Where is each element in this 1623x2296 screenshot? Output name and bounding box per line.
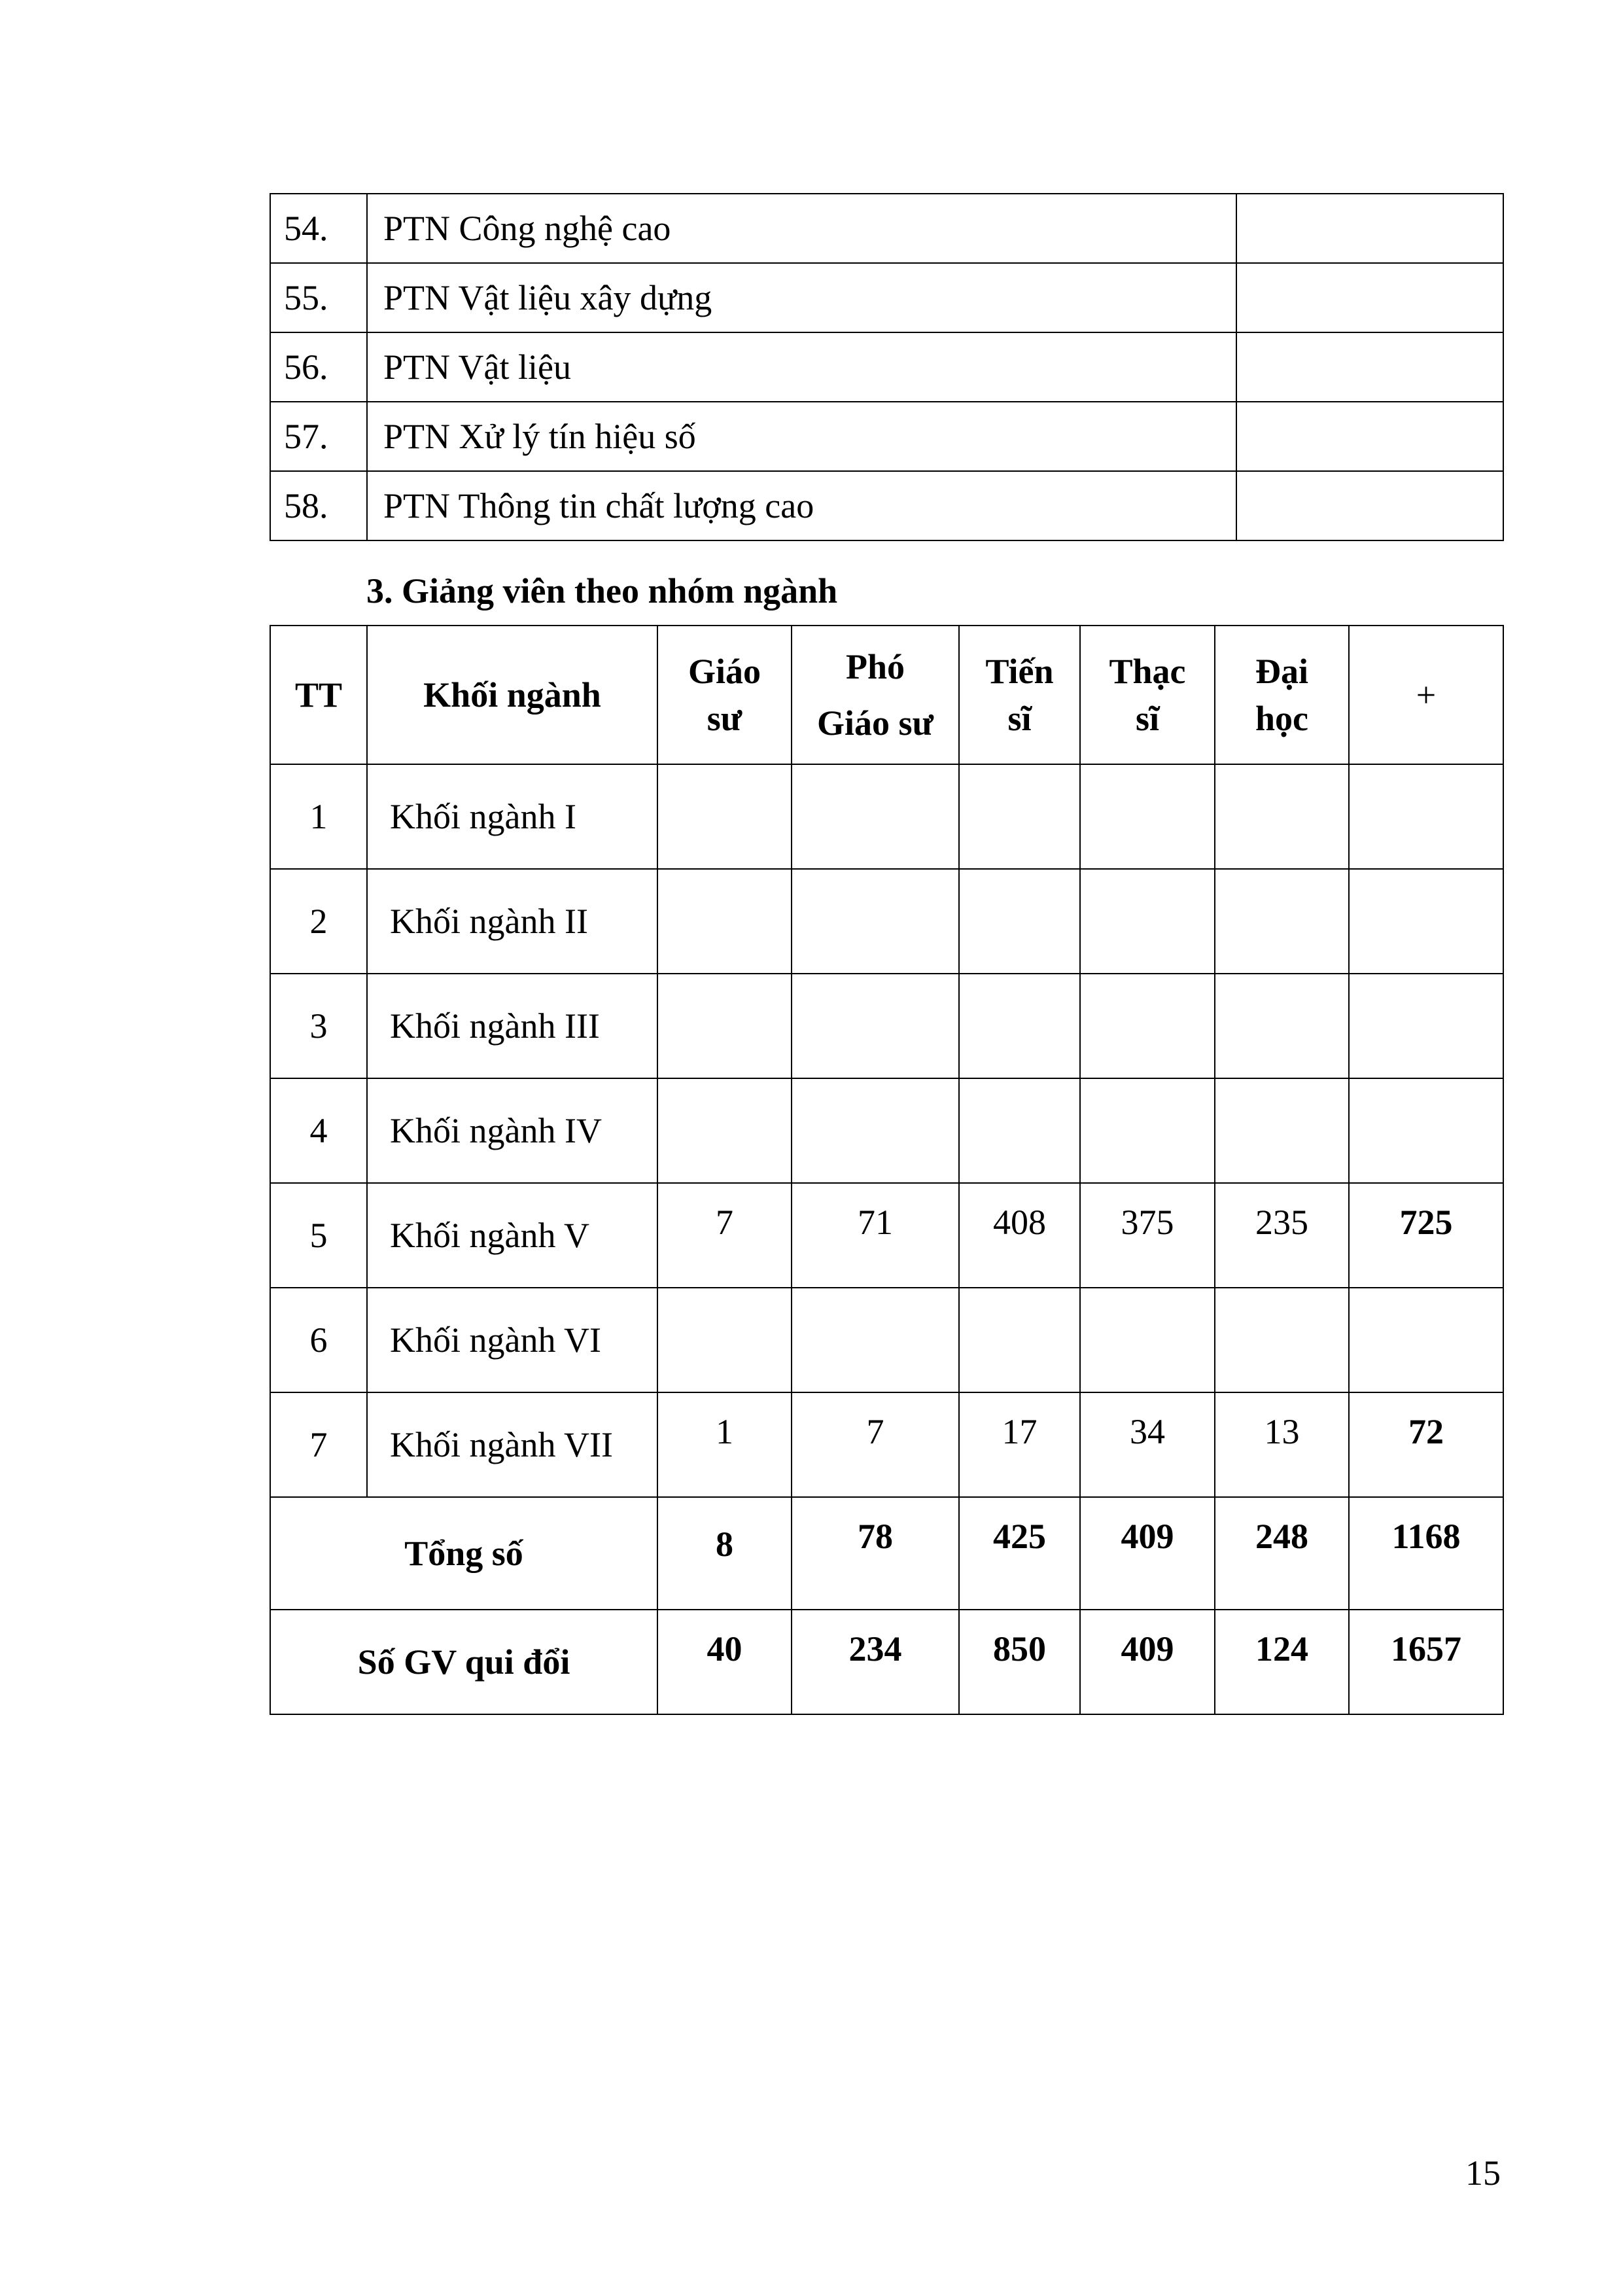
header-master: Thạc sĩ xyxy=(1080,626,1215,764)
row-professor xyxy=(657,1288,792,1392)
row-group-name: Khối ngành V xyxy=(367,1183,657,1288)
row-professor xyxy=(657,869,792,974)
row-group-name: Khối ngành IV xyxy=(367,1078,657,1183)
row-index: 5 xyxy=(270,1183,367,1288)
lab-extra-cell xyxy=(1236,471,1503,540)
lecturer-row xyxy=(270,974,1503,1078)
row-associate-professor xyxy=(792,1078,959,1183)
row-total xyxy=(1349,764,1503,869)
row-total: 72 xyxy=(1349,1392,1503,1497)
converted-row-label: Số GV qui đổi xyxy=(270,1610,657,1714)
sum-total: 1168 xyxy=(1349,1497,1503,1610)
header-associate-professor: Phó Giáo sư xyxy=(792,626,959,764)
lab-row xyxy=(270,332,1503,402)
converted-bachelor: 124 xyxy=(1215,1610,1349,1714)
row-total xyxy=(1349,1288,1503,1392)
row-index: 3 xyxy=(270,974,367,1078)
header-tt: TT xyxy=(270,626,367,764)
header-professor: Giáo sư xyxy=(657,626,792,764)
row-associate-professor xyxy=(792,869,959,974)
row-group-name: Khối ngành VII xyxy=(367,1392,657,1497)
sum-row xyxy=(270,1497,1503,1610)
converted-doctor: 850 xyxy=(959,1610,1080,1714)
row-total: 725 xyxy=(1349,1183,1503,1288)
row-associate-professor xyxy=(792,1288,959,1392)
header-total: + xyxy=(1349,626,1503,764)
lab-extra-cell xyxy=(1236,263,1503,332)
sum-professor: 8 xyxy=(657,1497,792,1610)
converted-professor: 40 xyxy=(657,1610,792,1714)
lab-row xyxy=(270,263,1503,332)
row-professor: 1 xyxy=(657,1392,792,1497)
row-master xyxy=(1080,764,1215,869)
page-number: 15 xyxy=(1465,2153,1501,2193)
row-master xyxy=(1080,1288,1215,1392)
row-bachelor xyxy=(1215,1288,1349,1392)
section-heading: 3. Giảng viên theo nhóm ngành xyxy=(366,571,838,610)
converted-total: 1657 xyxy=(1349,1610,1503,1714)
row-associate-professor: 71 xyxy=(792,1183,959,1288)
lab-list-body xyxy=(270,194,1503,540)
row-bachelor xyxy=(1215,1078,1349,1183)
row-doctor: 17 xyxy=(959,1392,1080,1497)
lab-number: 55. xyxy=(270,263,367,332)
lab-row xyxy=(270,402,1503,471)
header-group: Khối ngành xyxy=(367,626,657,764)
row-doctor xyxy=(959,869,1080,974)
row-bachelor xyxy=(1215,764,1349,869)
row-index: 7 xyxy=(270,1392,367,1497)
lab-row xyxy=(270,194,1503,263)
row-index: 4 xyxy=(270,1078,367,1183)
row-doctor: 408 xyxy=(959,1183,1080,1288)
sum-doctor: 425 xyxy=(959,1497,1080,1610)
row-master: 34 xyxy=(1080,1392,1215,1497)
lecturer-row xyxy=(270,1288,1503,1392)
row-professor xyxy=(657,764,792,869)
row-index: 2 xyxy=(270,869,367,974)
lecturer-row xyxy=(270,1183,1503,1288)
row-bachelor xyxy=(1215,974,1349,1078)
row-doctor xyxy=(959,1078,1080,1183)
lab-extra-cell xyxy=(1236,194,1503,263)
header-bachelor: Đại học xyxy=(1215,626,1349,764)
row-associate-professor xyxy=(792,764,959,869)
row-total xyxy=(1349,869,1503,974)
row-total xyxy=(1349,974,1503,1078)
row-doctor xyxy=(959,1288,1080,1392)
sum-master: 409 xyxy=(1080,1497,1215,1610)
lecturer-row xyxy=(270,1078,1503,1183)
row-group-name: Khối ngành II xyxy=(367,869,657,974)
row-bachelor: 235 xyxy=(1215,1183,1349,1288)
lab-extra-cell xyxy=(1236,402,1503,471)
lab-number: 58. xyxy=(270,471,367,540)
lab-name: PTN Thông tin chất lượng cao xyxy=(367,471,1236,540)
lecturer-row xyxy=(270,869,1503,974)
row-doctor xyxy=(959,764,1080,869)
row-group-name: Khối ngành III xyxy=(367,974,657,1078)
row-master xyxy=(1080,1078,1215,1183)
lab-number: 56. xyxy=(270,332,367,402)
row-bachelor xyxy=(1215,869,1349,974)
sum-bachelor: 248 xyxy=(1215,1497,1349,1610)
row-master: 375 xyxy=(1080,1183,1215,1288)
lab-name: PTN Vật liệu xyxy=(367,332,1236,402)
row-doctor xyxy=(959,974,1080,1078)
lab-name: PTN Vật liệu xây dựng xyxy=(367,263,1236,332)
row-professor xyxy=(657,1078,792,1183)
lecturer-row xyxy=(270,1392,1503,1497)
row-bachelor: 13 xyxy=(1215,1392,1349,1497)
row-professor: 7 xyxy=(657,1183,792,1288)
lecturer-table-body xyxy=(270,764,1503,1497)
sum-associate-professor: 78 xyxy=(792,1497,959,1610)
row-group-name: Khối ngành I xyxy=(367,764,657,869)
row-index: 6 xyxy=(270,1288,367,1392)
lab-number: 57. xyxy=(270,402,367,471)
lab-name: PTN Công nghệ cao xyxy=(367,194,1236,263)
row-associate-professor xyxy=(792,974,959,1078)
lab-number: 54. xyxy=(270,194,367,263)
row-professor xyxy=(657,974,792,1078)
sum-row-label: Tổng số xyxy=(270,1497,657,1610)
row-associate-professor: 7 xyxy=(792,1392,959,1497)
converted-master: 409 xyxy=(1080,1610,1215,1714)
row-master xyxy=(1080,869,1215,974)
lab-row xyxy=(270,471,1503,540)
header-doctor: Tiến sĩ xyxy=(959,626,1080,764)
row-group-name: Khối ngành VI xyxy=(367,1288,657,1392)
row-total xyxy=(1349,1078,1503,1183)
lab-extra-cell xyxy=(1236,332,1503,402)
row-master xyxy=(1080,974,1215,1078)
lecturer-table xyxy=(270,625,1504,1715)
row-index: 1 xyxy=(270,764,367,869)
lab-name: PTN Xử lý tín hiệu số xyxy=(367,402,1236,471)
lecturer-row xyxy=(270,764,1503,869)
converted-associate-professor: 234 xyxy=(792,1610,959,1714)
converted-row xyxy=(270,1610,1503,1714)
lab-list-table xyxy=(270,193,1504,541)
lecturer-table-header-row xyxy=(270,626,1503,764)
